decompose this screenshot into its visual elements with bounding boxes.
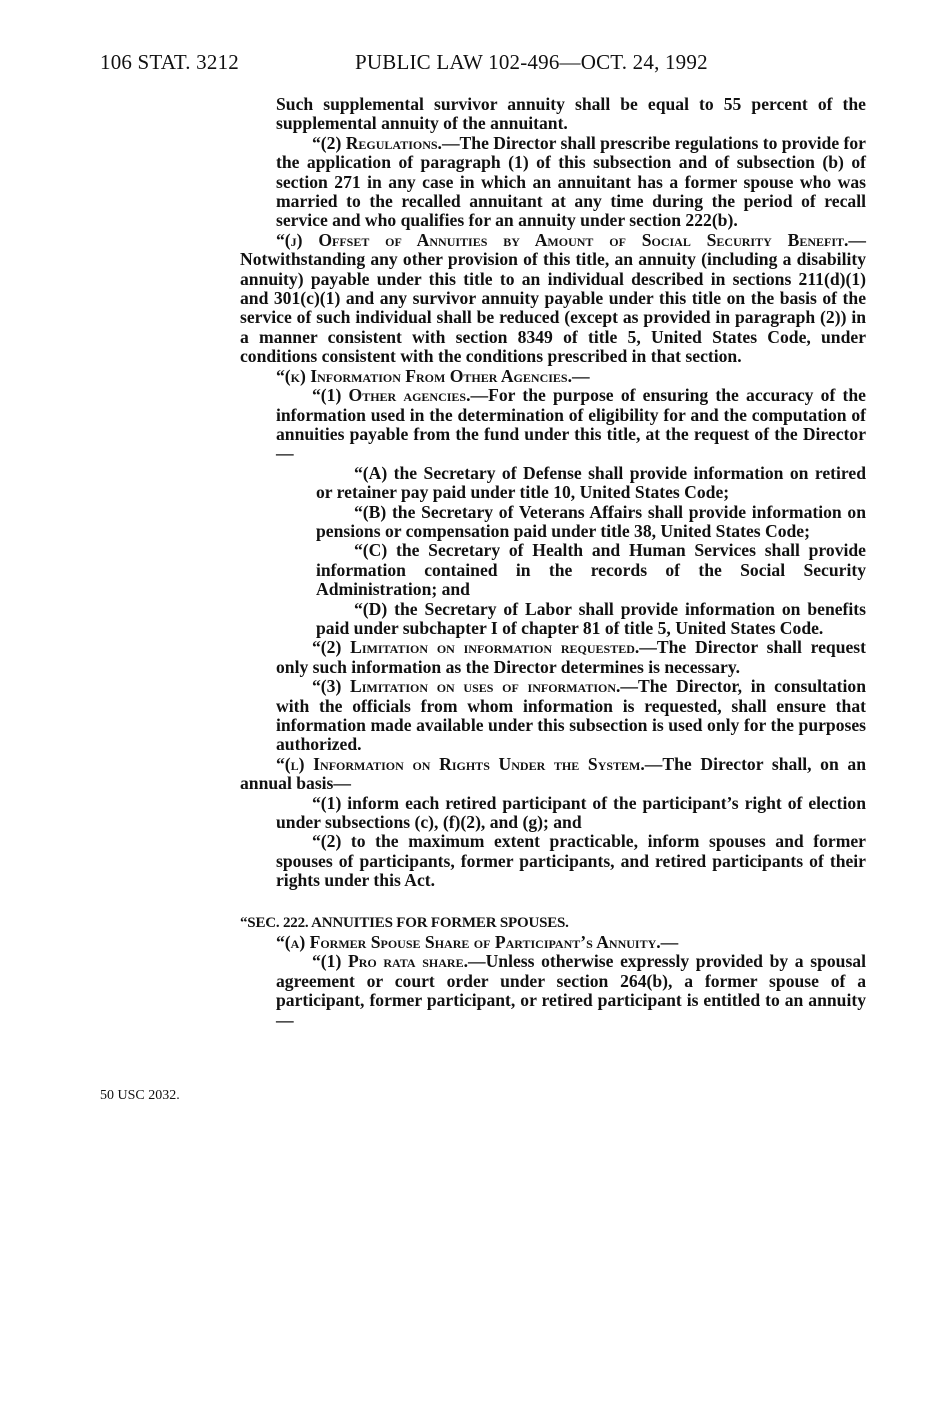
subsection-heading: “(j) Offset of Annuities by Amount of Social Security Benefit. [276, 229, 849, 250]
clause-a-defense: “(A) the Secretary of Defense shall provide information on retired or retainer pay paid under title 10, United States Code; [316, 462, 866, 503]
paragraph-heading: “(2) Regulations. [312, 132, 442, 153]
subsection-text: —The Director shall, on an annual basis— [240, 753, 866, 794]
statute-body [240, 95, 866, 1030]
paragraph-text: —The Director shall request only such information as the Director determines is necessary. [276, 637, 866, 677]
paragraph-heading: “(3) Limitation on uses of information. [312, 676, 621, 697]
paragraph-text: —The Director shall prescribe regulations to provide for the application of paragraph (1) of this subsection and of subsection (b) of section 271 in any case in which an annuitant has a former spouse who was married to the recalled annuitant at any time during the period of recall service and who qualifies for an annuity under section 222(b). [276, 132, 866, 231]
paragraph-other-agencies [240, 386, 866, 464]
paragraph-pro-rata-share [240, 952, 866, 1030]
paragraph-survivor-annuity: Such supplemental survivor annuity shall be equal to 55 percent of the supplemental annuity of the annuitant. [276, 94, 866, 134]
subsection-text: —Notwithstanding any other provision of this title, an annuity (including a disability annuity) payable under this title to an individual described in sections 211(d)(1) and 301(c)(1) and any survivor annuity payable under this title on the basis of the service of such individual shall be reduced (except as provided in paragraph (2)) in a manner consistent with section 8349 of title 5, United States Code, under conditions consistent with the conditions prescribed in that section. [240, 229, 866, 367]
subsection-l [240, 755, 866, 794]
subsection-heading: “(l) Information on Rights Under the System. [276, 753, 645, 774]
subsection-a-heading: “(a) Former Spouse Share of Participant’s Annuity.— [276, 932, 679, 953]
subsection-k-heading: “(k) Information From Other Agencies.— [276, 365, 590, 386]
paragraph-heading: “(2) Limitation on information requested. [312, 637, 640, 658]
subsection-j [240, 231, 866, 367]
paragraph-inform-spouses: “(2) to the maximum extent practicable, inform spouses and former spouses of participants, former participants, and retired participants of their rights under this Act. [276, 831, 866, 891]
paragraph-heading: “(1) Other agencies. [312, 385, 471, 406]
margin-citation: 50 USC 2032. [100, 1088, 180, 1103]
public-law-reference: PUBLIC LAW 102-496—OCT. 24, 1992 [355, 50, 708, 74]
clause-c-hhs: “(C) the Secretary of Health and Human Services shall provide information contained in the records of the Social Security Administration; and [316, 540, 866, 600]
stat-reference: 106 STAT. 3212 [100, 50, 239, 74]
paragraph-limitation-uses [240, 677, 866, 755]
clause-b-veterans: “(B) the Secretary of Veterans Affairs shall provide information on pensions or compensation paid under title 38, United States Code; [316, 501, 866, 541]
paragraph-text: —For the purpose of ensuring the accuracy of the information used in the determination of eligibility for and the computation of annuities payable from the fund under this title, at the request of the Director— [276, 385, 866, 464]
section-heading: “SEC. 222. ANNUITIES FOR FORMER SPOUSES. [240, 914, 569, 931]
paragraph-limitation-requested [240, 638, 866, 677]
paragraph-text: —Unless otherwise expressly provided by a spousal agreement or court order under section 264(b), a former spouse of a participant, former participant, or retired participant is entitled to an annuity— [276, 951, 866, 1030]
paragraph-inform-participants: “(1) inform each retired participant of the participant’s right of election under subsections (c), (f)(2), and (g); and [276, 792, 866, 833]
paragraph-text: —The Director, in consultation with the officials from whom information is requested, shall ensure that information made available under this subsection is used only for the purposes authorized. [276, 676, 866, 755]
paragraph-regulations [240, 134, 866, 231]
clause-d-labor: “(D) the Secretary of Labor shall provide information on benefits paid under subchapter I of chapter 81 of title 5, United States Code. [316, 598, 866, 638]
paragraph-heading: “(1) Pro rata share. [312, 951, 468, 972]
